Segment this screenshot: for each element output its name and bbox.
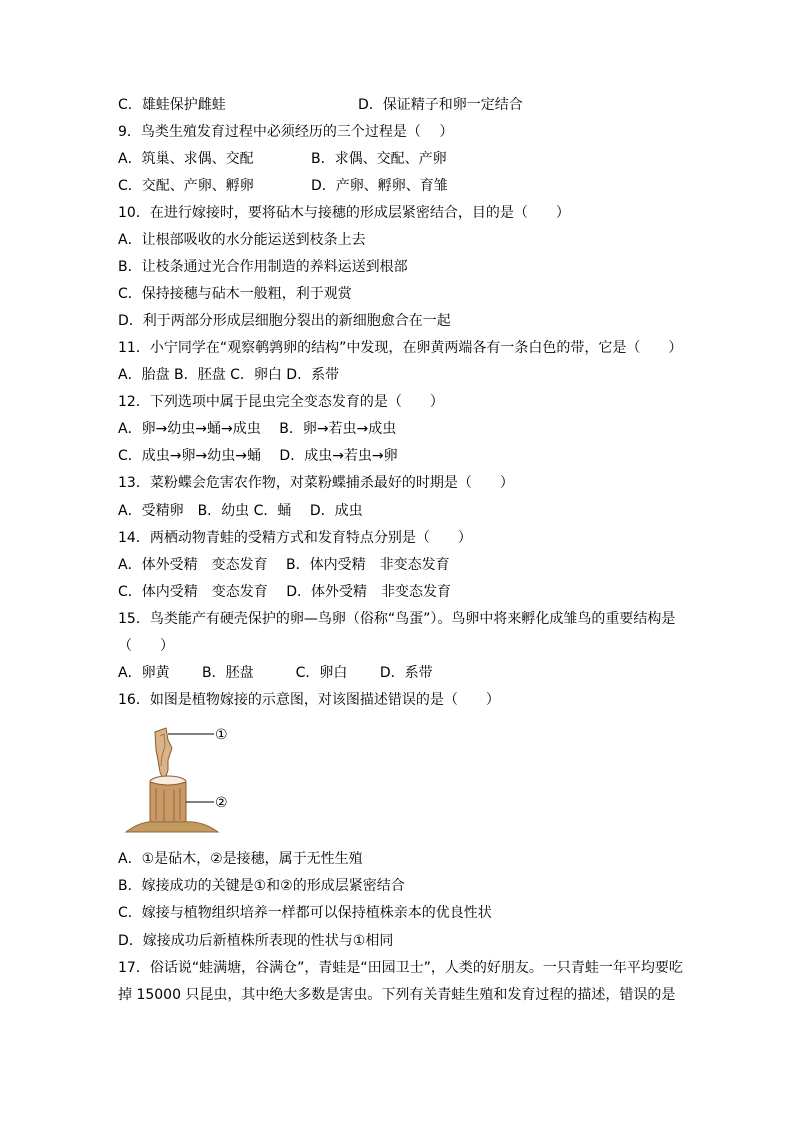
text-line: 17．俗话说“蛙满塘，谷满仓”，青蛙是“田园卫士”，人类的好朋友。一只青蛙一年平均要吃 (118, 960, 683, 976)
text-line: C．交配、产卵、孵卵 (118, 178, 254, 194)
text-line: 16．如图是植物嫁接的示意图，对该图描述错误的是（ ） (118, 692, 500, 708)
text-line: D．嫁接成功后新植株所表现的性状与①相同 (118, 933, 394, 949)
text-line: A．受精卵 B．幼虫 C．蛹 D．成虫 (118, 503, 363, 519)
label-1: ① (215, 727, 228, 743)
text-line: A．筑巢、求偶、交配 (118, 151, 254, 167)
text-line: A．卵→幼虫→蛹→成虫 B．卵→若虫→成虫 (118, 421, 397, 437)
text-line: C．嫁接与植物组织培养一样都可以保持植株亲本的优良性状 (118, 905, 492, 921)
text-line: 13．菜粉蝶会危害农作物，对菜粉蝶捕杀最好的时期是（ ） (118, 475, 514, 491)
text-line: C．雄蛙保护雌蛙 (118, 97, 226, 113)
text-line: 14．两栖动物青蛙的受精方式和发育特点分别是（ ） (118, 530, 472, 546)
scion-shape (155, 728, 172, 782)
text-line: A．体外受精 变态发育 B．体内受精 非变态发育 (118, 557, 450, 573)
text-line: 10．在进行嫁接时，要将砧木与接穗的形成层紧密结合，目的是（ ） (118, 205, 570, 221)
label-2: ② (215, 795, 228, 811)
text-line: （ ） (118, 638, 174, 654)
text-line: 12．下列选项中属于昆虫完全变态发育的是（ ） (118, 394, 444, 410)
text-line: C．成虫→卵→幼虫→蛹 D．成虫→若虫→卵 (118, 448, 398, 464)
stock-shape (150, 782, 186, 825)
text-line: A．卵黄 B．胚盘 C．卵白 D．系带 (118, 665, 433, 681)
text-line: A．①是砧木，②是接穗，属于无性生殖 (118, 851, 363, 867)
text-line: 掉 15000 只昆虫，其中绝大多数是害虫。下列有关青蛙生殖和发育过程的描述，错误的是 (118, 987, 676, 1003)
text-line: D．产卵、孵卵、育雏 (311, 178, 448, 194)
text-line: C．体内受精 变态发育 D．体外受精 非变态发育 (118, 584, 452, 600)
text-line: 9．鸟类生殖发育过程中必须经历的三个过程是（ ） (118, 124, 454, 140)
text-line: 11．小宁同学在“观察鹌鹑卵的结构”中发现，在卵黄两端各有一条白色的带，它是（ ） (118, 340, 683, 356)
text-line: B．让枝条通过光合作用制造的养料运送到根部 (118, 259, 408, 275)
grafting-diagram (122, 722, 242, 834)
text-line: D．保证精子和卵一定结合 (358, 97, 523, 113)
text-line: B．嫁接成功的关键是①和②的形成层紧密结合 (118, 878, 405, 894)
ground (126, 822, 218, 832)
text-line: C．保持接穗与砧木一般粗，利于观赏 (118, 286, 352, 302)
text-line: 15．鸟类能产有硬壳保护的卵—鸟卵（俗称“鸟蛋”）。鸟卵中将来孵化成雏鸟的重要结构是 (118, 611, 676, 627)
text-line: A．胎盘 B．胚盘 C．卵白 D．系带 (118, 367, 340, 383)
text-line: A．让根部吸收的水分能运送到枝条上去 (118, 232, 366, 248)
text-line: D．利于两部分形成层细胞分裂出的新细胞愈合在一起 (118, 313, 451, 329)
text-line: B．求偶、交配、产卵 (311, 151, 447, 167)
